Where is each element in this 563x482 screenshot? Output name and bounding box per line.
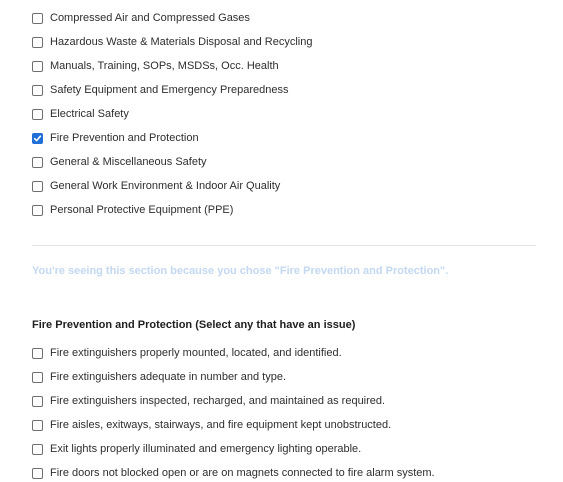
checkbox[interactable]	[32, 37, 43, 48]
checkbox[interactable]	[32, 348, 43, 359]
checkbox[interactable]	[32, 61, 43, 72]
checkbox[interactable]	[32, 372, 43, 383]
issue-option[interactable]	[32, 365, 435, 389]
category-option[interactable]	[32, 174, 312, 198]
issue-option-label: Fire aisles, exitways, stairways, and fire equipment kept unobstructed.	[50, 419, 392, 431]
category-option[interactable]	[32, 150, 312, 174]
checkbox[interactable]	[32, 420, 43, 431]
category-option[interactable]	[32, 54, 312, 78]
issue-option[interactable]	[32, 341, 435, 365]
category-checkbox-list	[32, 6, 312, 222]
checkbox[interactable]	[32, 205, 43, 216]
checkbox[interactable]	[32, 468, 43, 479]
issue-option-label: Fire extinguishers properly mounted, located, and identified.	[50, 347, 342, 359]
section-divider	[32, 245, 536, 246]
checkbox[interactable]	[32, 85, 43, 96]
issue-checkbox-list	[32, 341, 435, 482]
issue-option[interactable]	[32, 461, 435, 482]
category-option-label: Hazardous Waste & Materials Disposal and Recycling	[50, 36, 313, 48]
category-option-label: Manuals, Training, SOPs, MSDSs, Occ. Health	[50, 60, 279, 72]
issue-option-label: Fire doors not blocked open or are on magnets connected to fire alarm system.	[50, 467, 435, 479]
category-option-label: General & Miscellaneous Safety	[50, 156, 207, 168]
checkbox[interactable]	[32, 109, 43, 120]
category-option[interactable]	[32, 198, 312, 222]
category-option[interactable]	[32, 30, 312, 54]
checkbox[interactable]	[32, 396, 43, 407]
category-option-label: Compressed Air and Compressed Gases	[50, 12, 250, 24]
category-option[interactable]	[32, 6, 312, 30]
category-option[interactable]	[32, 102, 312, 126]
issue-option-label: Fire extinguishers adequate in number and type.	[50, 371, 287, 383]
category-option-label: General Work Environment & Indoor Air Quality	[50, 180, 281, 192]
issue-option-label: Fire extinguishers inspected, recharged, and maintained as required.	[50, 395, 386, 407]
category-option-label: Personal Protective Equipment (PPE)	[50, 204, 234, 216]
category-option-label: Electrical Safety	[50, 108, 129, 120]
issue-option[interactable]	[32, 437, 435, 461]
category-option-label: Safety Equipment and Emergency Preparedness	[50, 84, 289, 96]
category-option[interactable]	[32, 126, 312, 150]
checkbox[interactable]	[32, 13, 43, 24]
checkbox-checked[interactable]	[32, 133, 43, 144]
issue-option[interactable]	[32, 413, 435, 437]
category-option[interactable]	[32, 78, 312, 102]
category-option-label: Fire Prevention and Protection	[50, 132, 199, 144]
issue-option-label: Exit lights properly illuminated and emergency lighting operable.	[50, 443, 362, 455]
conditional-section-notice: You're seeing this section because you chose "Fire Prevention and Protection".	[32, 265, 449, 277]
issue-option[interactable]	[32, 389, 435, 413]
checkbox[interactable]	[32, 444, 43, 455]
section-title: Fire Prevention and Protection (Select any that have an issue)	[32, 319, 356, 331]
checkbox[interactable]	[32, 157, 43, 168]
checkbox[interactable]	[32, 181, 43, 192]
checkmark-icon	[33, 134, 42, 143]
